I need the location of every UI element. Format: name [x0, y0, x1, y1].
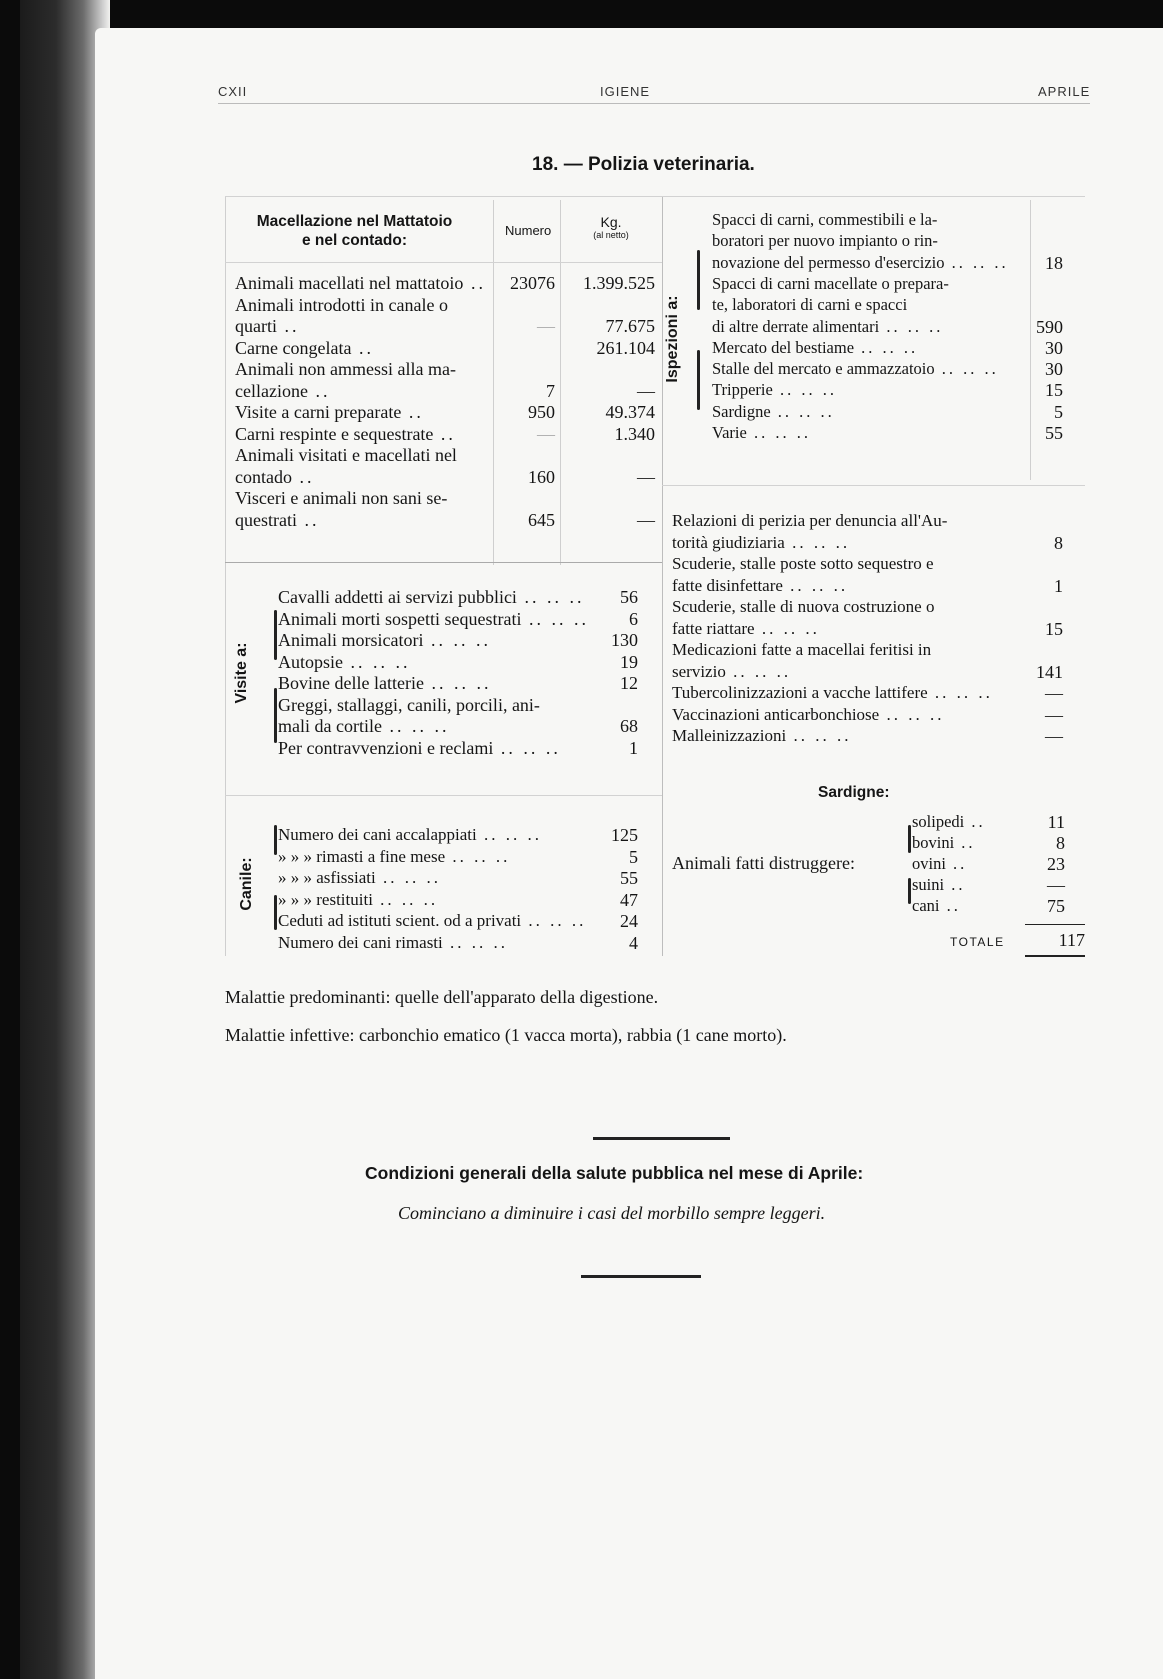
canile-label: Canile:: [238, 857, 255, 911]
kg-value: —: [637, 380, 655, 401]
row-label: cellazione ..: [235, 380, 331, 401]
dot-leader: ..: [291, 466, 315, 487]
row-label: Medicazioni fatte a macellai feritisi in: [672, 640, 932, 659]
row-label: Greggi, stallaggi, canili, porcili, ani-: [278, 694, 540, 715]
row-label: Mercato del bestiame .. .. ..: [712, 337, 919, 357]
kg-value: —: [637, 509, 655, 530]
dot-leader: .. .. ..: [770, 401, 835, 421]
dot-leader: .. .. ..: [445, 846, 511, 866]
brace-mark: [274, 895, 277, 930]
row-label: Numero dei cani accalappiati .. .. ..: [278, 825, 542, 844]
row-label: torità giudiziaria .. .. ..: [672, 532, 851, 552]
row-label: Carne congelata ..: [235, 337, 374, 358]
row-label: Visite a carni preparate ..: [235, 402, 424, 422]
row-value: 4: [629, 932, 638, 953]
table-rule: [225, 795, 662, 796]
sardigne-item-label: solipedi ..: [912, 812, 986, 831]
row-label: Animali non ammessi alla ma-: [235, 359, 456, 379]
sardigne-item-label: ovini ..: [912, 854, 968, 873]
row-label: Animali morsicatori .. .. ..: [278, 630, 491, 650]
kg-value: 77.675: [605, 316, 655, 336]
general-text: Cominciano a diminuire i casi del morbillo sempre leggeri.: [398, 1203, 826, 1223]
row-label: Vaccinazioni anticarbonchiose .. .. ..: [672, 704, 945, 724]
row-label: Animali morti sospetti sequestrati .. .. ..: [278, 608, 589, 629]
row-label: contado ..: [235, 466, 315, 487]
row-label: Cavalli addetti ai servizi pubblici .. .. ..: [278, 587, 585, 607]
row-label: boratori per nuovo impianto o rin-: [712, 231, 938, 251]
dot-leader: ..: [277, 316, 300, 336]
row-label: Varie .. .. ..: [712, 423, 811, 442]
numero-value: 645: [528, 509, 555, 530]
row-value: 5: [1054, 401, 1063, 422]
dot-leader: ..: [296, 509, 320, 530]
row-value: 19: [620, 651, 638, 672]
numero-value: 950: [528, 402, 555, 422]
row-value: 15: [1045, 380, 1063, 401]
row-value: 68: [620, 716, 638, 736]
row-label: Scuderie, stalle di nuova costruzione o: [672, 597, 935, 616]
col-kg-label: Kg.: [600, 214, 622, 230]
row-label: te, laboratori di carni e spacci: [712, 295, 908, 315]
row-value: 8: [1054, 532, 1063, 553]
dot-leader: .. .. ..: [493, 737, 561, 758]
note-diseases: Malattie predominanti: quelle dell'apparato della digestione.: [225, 987, 659, 1007]
numero-value: —: [537, 316, 555, 336]
dot-leader: ..: [945, 854, 968, 873]
total-rule: [1025, 924, 1085, 925]
brace-mark: [697, 250, 700, 310]
table-rule: [225, 196, 226, 956]
visite-label: Visite a:: [233, 642, 250, 704]
row-value: 130: [611, 630, 638, 650]
row-value: 30: [1045, 359, 1063, 380]
dot-leader: ..: [944, 875, 966, 894]
row-label: di altre derrate alimentari .. .. ..: [712, 316, 944, 336]
dot-leader: .. .. ..: [782, 575, 849, 595]
sardigne-item-label: cani ..: [912, 896, 961, 915]
row-label: novazione del permesso d'esercizio .. .. ..: [712, 252, 1009, 272]
dot-leader: .. .. ..: [879, 316, 944, 336]
sardigne-label: Animali fatti distruggere:: [672, 853, 855, 873]
row-value: 30: [1045, 337, 1063, 358]
total-value: 117: [1058, 930, 1085, 950]
row-label: Visceri e animali non sani se-: [235, 488, 448, 508]
numero-value: 23076: [510, 273, 555, 293]
row-value: —: [1045, 683, 1063, 703]
sardigne-item-value: 8: [1056, 833, 1065, 853]
dot-leader: .. .. ..: [746, 423, 811, 442]
row-label: Spacci di carni macellate o prepara-: [712, 273, 949, 293]
dot-leader: .. .. ..: [854, 337, 919, 357]
row-label: » » » asfissiati .. .. ..: [278, 868, 441, 887]
dot-leader: ..: [401, 402, 424, 422]
dot-leader: .. .. ..: [521, 911, 587, 930]
row-label: fatte disinfettare .. .. ..: [672, 575, 849, 595]
general-title: Condizioni generali della salute pubblica nel mese di Aprile:: [365, 1163, 864, 1183]
row-label: Animali visitati e macellati nel: [235, 445, 457, 465]
dot-leader: .. .. ..: [784, 532, 851, 552]
dot-leader: .. .. ..: [786, 726, 852, 745]
row-label: Per contravvenzioni e reclami .. .. ..: [278, 737, 561, 758]
kg-value: 1.399.525: [583, 273, 655, 293]
separator-line: [581, 1275, 701, 1278]
page-number: CXII: [218, 84, 248, 99]
dot-leader: .. .. ..: [927, 683, 993, 702]
dot-leader: ..: [954, 833, 976, 852]
row-label: mali da cortile .. .. ..: [278, 716, 450, 736]
row-value: 1: [1054, 575, 1063, 596]
dot-leader: .. .. ..: [516, 587, 585, 607]
dot-leader: .. .. ..: [423, 673, 492, 693]
row-value: 590: [1036, 316, 1063, 337]
brace-mark: [908, 878, 911, 904]
row-label: » » » restituiti .. .. ..: [278, 889, 439, 909]
dot-leader: .. .. ..: [381, 716, 450, 736]
row-value: 6: [629, 608, 638, 629]
dot-leader: .. .. ..: [476, 825, 542, 844]
dot-leader: .. .. ..: [754, 618, 820, 638]
row-value: 18: [1045, 252, 1063, 273]
kg-value: 261.104: [596, 337, 655, 358]
sardigne-item-value: 11: [1047, 812, 1065, 832]
dot-leader: ..: [433, 423, 456, 444]
brace-mark: [274, 688, 277, 743]
row-label: quarti ..: [235, 316, 300, 336]
col-numero-header: Numero: [505, 223, 552, 238]
row-value: 24: [620, 911, 638, 931]
table-rule: [225, 196, 1085, 197]
numero-value: —: [537, 423, 555, 444]
row-label: Stalle del mercato e ammazzatoio .. .. ..: [712, 359, 999, 379]
total-label: TOTALE: [950, 935, 1005, 949]
numero-value: 160: [528, 466, 555, 487]
ispezioni-label: Ispezioni a:: [664, 295, 681, 383]
row-label: Bovine delle latterie .. .. ..: [278, 673, 492, 693]
row-label: Spacci di carni, commestibili e la-: [712, 210, 938, 229]
dot-leader: .. .. ..: [442, 932, 509, 952]
dot-leader: .. .. ..: [725, 661, 792, 681]
sardigne-item-label: suini ..: [912, 875, 966, 894]
dot-leader: .. .. ..: [343, 651, 411, 672]
brace-mark: [274, 610, 277, 660]
table-rule: [225, 562, 662, 563]
dot-leader: ..: [939, 896, 961, 915]
sardigne-item-label: bovini ..: [912, 833, 976, 852]
dot-leader: ..: [964, 812, 986, 831]
slaughter-heading: [232, 212, 477, 250]
row-label: fatte riattare .. .. ..: [672, 618, 820, 638]
table-rule: [662, 485, 1085, 486]
slaughter-heading-line: e nel contado:: [301, 232, 408, 249]
row-value: —: [1045, 704, 1063, 725]
row-label: Carni respinte e sequestrate ..: [235, 423, 456, 444]
kg-value: —: [637, 466, 655, 487]
row-label: Autopsie .. .. ..: [278, 651, 411, 672]
row-value: 55: [620, 868, 638, 888]
brace-mark: [274, 825, 277, 855]
numero-value: 7: [546, 380, 555, 401]
brace-mark: [908, 825, 911, 853]
row-label: Numero dei cani rimasti .. .. ..: [278, 932, 509, 952]
row-value: —: [1045, 726, 1063, 746]
row-label: servizio .. .. ..: [672, 661, 792, 681]
row-label: Animali introdotti in canale o: [235, 294, 448, 315]
separator-line: [593, 1137, 730, 1140]
sardigne-title: Sardigne:: [818, 784, 890, 801]
sardigne-item-value: 23: [1047, 854, 1065, 874]
col-kg-sublabel: (al netto): [593, 230, 629, 240]
kg-value: 49.374: [605, 402, 655, 422]
row-label: questrati ..: [235, 509, 320, 530]
sardigne-item-value: 75: [1047, 896, 1065, 916]
row-label: Animali macellati nel mattatoio ..: [235, 273, 486, 293]
brace-mark: [697, 350, 700, 410]
kg-value: 1.340: [614, 423, 655, 444]
running-title: IGIENE: [600, 84, 651, 99]
row-value: 55: [1045, 423, 1063, 443]
total-rule: [1025, 955, 1085, 957]
dot-leader: .. .. ..: [372, 889, 439, 909]
dot-leader: .. .. ..: [423, 630, 491, 650]
row-value: 1: [629, 737, 638, 758]
section-title: 18. — Polizia veterinaria.: [532, 154, 755, 175]
table-rule: [225, 262, 662, 263]
row-value: 15: [1045, 618, 1063, 639]
dot-leader: .. .. ..: [879, 704, 945, 724]
row-value: 141: [1036, 661, 1063, 682]
month-label: APRILE: [1038, 84, 1091, 99]
dot-leader: .. .. ..: [772, 380, 837, 400]
row-label: Scuderie, stalle poste sotto sequestro e: [672, 554, 934, 573]
table-rule: [662, 196, 663, 956]
row-label: Ceduti ad istituti scient. od a privati .. .. ..: [278, 911, 587, 930]
row-label: Relazioni di perizia per denuncia all'Au-: [672, 511, 948, 530]
dot-leader: .. .. ..: [944, 252, 1009, 272]
dot-leader: ..: [463, 273, 486, 293]
row-value: 125: [611, 825, 638, 845]
dot-leader: ..: [351, 337, 374, 358]
sardigne-item-value: —: [1047, 875, 1065, 895]
row-value: 12: [620, 673, 638, 693]
row-value: 47: [620, 889, 638, 910]
note-infectious: Malattie infettive: carbonchio ematico (1 vacca morta), rabbia (1 cane morto).: [225, 1025, 787, 1045]
row-label: » » » rimasti a fine mese .. .. ..: [278, 846, 511, 866]
dot-leader: .. .. ..: [521, 608, 589, 629]
row-label: Tubercolinizzazioni a vacche lattifere .. .. ..: [672, 683, 993, 702]
dot-leader: .. .. ..: [934, 359, 999, 379]
col-kg-header: [586, 214, 636, 240]
row-value: 56: [620, 587, 638, 607]
row-label: Sardigne .. .. ..: [712, 401, 835, 421]
header-rule: [218, 103, 1090, 104]
row-label: Tripperie .. .. ..: [712, 380, 837, 400]
slaughter-heading-line: Macellazione nel Mattatoio: [256, 213, 453, 230]
row-label: Malleinizzazioni .. .. ..: [672, 726, 852, 745]
dot-leader: .. .. ..: [375, 868, 441, 887]
row-value: 5: [629, 846, 638, 867]
dot-leader: ..: [307, 380, 331, 401]
